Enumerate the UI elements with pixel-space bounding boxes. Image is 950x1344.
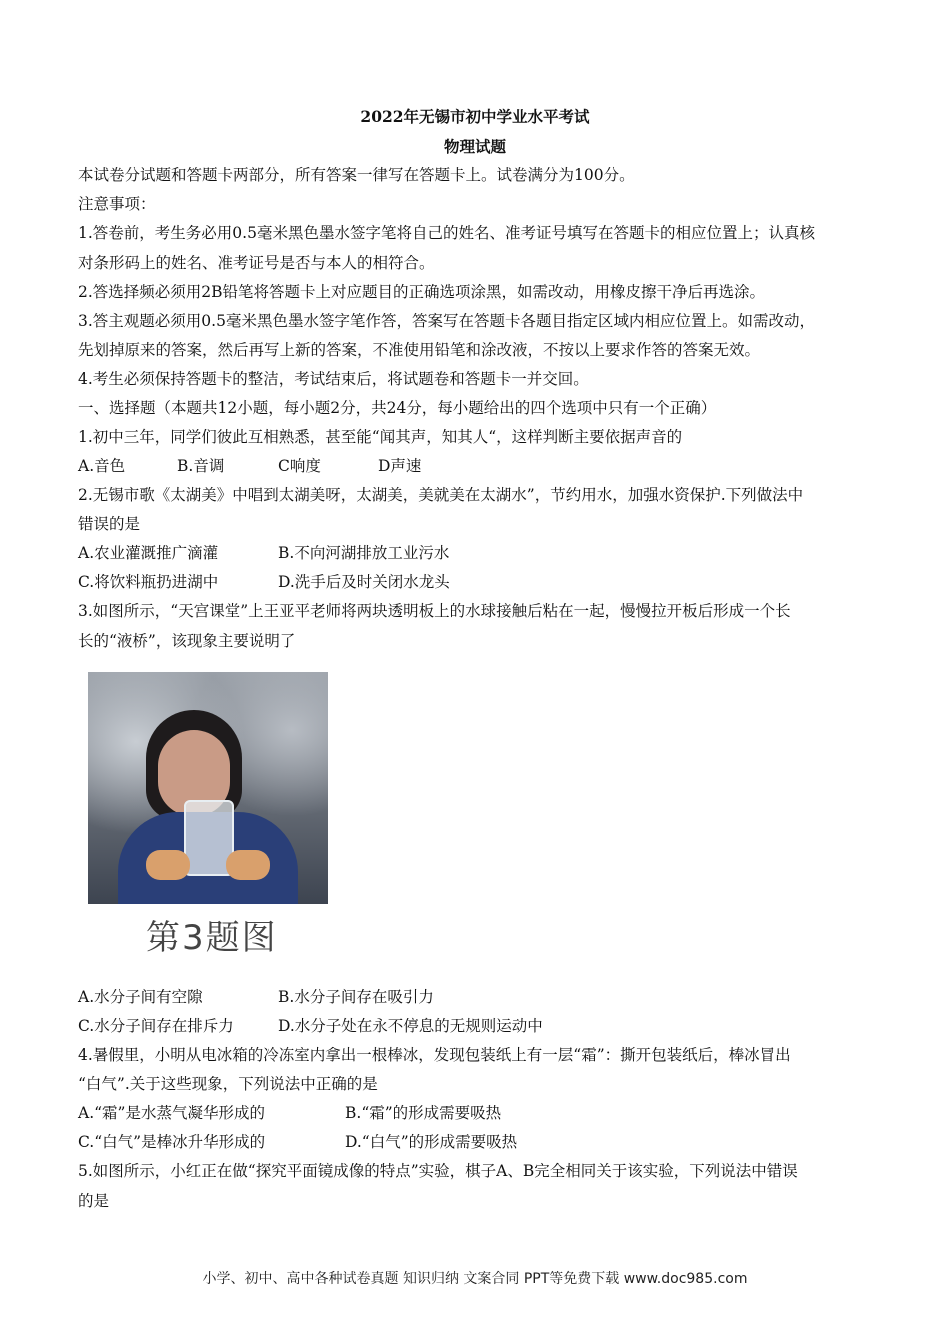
question-2-text: 2.无锡市歌《太湖美》中唱到太湖美呀，太湖美，美就美在太湖水”，节约用水，加强水资保护.下列做法中 — [78, 486, 804, 504]
q2-option-a: A.农业灌溉推广滴灌 — [78, 544, 219, 562]
question-3-text: 长的“液桥”，该现象主要说明了 — [78, 632, 296, 650]
q4-option-b: B.“霜”的形成需要吸热 — [345, 1104, 502, 1122]
exam-title: 2022年无锡市初中学业水平考试 — [360, 107, 590, 126]
q2-option-d: D.洗手后及时关闭水龙头 — [278, 573, 450, 591]
exam-subtitle: 物理试题 — [443, 137, 506, 156]
intro-text: 本试卷分试题和答题卡两部分，所有答案一律写在答题卡上。试卷满分为100分。 — [78, 166, 635, 184]
notice-line: 先划掉原来的答案，然后再写上新的答案，不准使用铅笔和涂改液，不按以上要求作答的答案无效。 — [78, 341, 761, 359]
question-5-text: 5.如图所示，小红正在做“探究平面镜成像的特点”实验，棋子A、B完全相同关于该实验，下列说法中错误 — [78, 1162, 798, 1180]
notice-line: 4.考生必须保持答题卡的整洁，考试结束后，将试题卷和答题卡一并交回。 — [78, 370, 589, 388]
q4-option-c: C.“白气”是棒冰升华形成的 — [78, 1133, 266, 1151]
section-heading: 一、选择题（本题共12小题，每小题2分，共24分，每小题给出的四个选项中只有一个正确） — [78, 399, 717, 417]
q2-option-c: C.将饮料瓶扔进湖中 — [78, 573, 219, 591]
notice-line: 2.答选择频必须用2B铅笔将答题卡上对应题目的正确选项涂黑，如需改动，用橡皮擦干净后再选涂。 — [78, 283, 766, 301]
notice-line: 3.答主观题必须用0.5毫米黑色墨水签字笔作答，答案写在答题卡各题目指定区域内相应位置上。如需改动， — [78, 312, 815, 330]
question-3-photo — [88, 672, 328, 904]
q4-option-a: A.“霜”是水蒸气凝华形成的 — [78, 1104, 265, 1122]
figure-caption: 第3题图 — [146, 918, 278, 958]
question-4-text: 4.暑假里，小明从电冰箱的冷冻室内拿出一根棒冰，发现包装纸上有一层“霜”：撕开包装纸后，棒冰冒出 — [78, 1046, 791, 1064]
q2-option-b: B.不向河湖排放工业污水 — [278, 544, 450, 562]
question-4-text: “白气”.关于这些现象，下列说法中正确的是 — [78, 1075, 378, 1093]
q1-option-b: B.音调 — [177, 457, 225, 475]
notice-heading: 注意事项： — [78, 195, 156, 213]
question-5-text: 的是 — [78, 1192, 110, 1210]
q1-option-a: A.音色 — [78, 457, 126, 475]
question-3-text: 3.如图所示，“天宫课堂”上王亚平老师将两块透明板上的水球接触后粘在一起，慢慢拉开板后形成一个长 — [78, 602, 791, 620]
q1-option-d: D声速 — [378, 457, 422, 475]
q4-option-d: D.“白气”的形成需要吸热 — [345, 1133, 518, 1151]
page-footer: 小学、初中、高中各种试卷真题 知识归纳 文案合同 PPT等免费下载 www.doc985.com — [202, 1271, 748, 1287]
q3-option-a: A.水分子间有空隙 — [78, 988, 203, 1006]
q3-option-b: B.水分子间存在吸引力 — [278, 988, 434, 1006]
notice-line: 1.答卷前，考生务必用0.5毫米黑色墨水签字笔将自己的姓名、准考证号填写在答题卡的相应位置上；认真核 — [78, 224, 815, 242]
q3-option-d: D.水分子处在永不停息的无规则运动中 — [278, 1017, 543, 1035]
question-2-text: 错误的是 — [78, 515, 141, 533]
q3-option-c: C.水分子间存在排斥力 — [78, 1017, 234, 1035]
question-1-text: 1.初中三年，同学们彼此互相熟悉，甚至能“闻其声，知其人“，这样判断主要依据声音的 — [78, 428, 683, 446]
q1-option-c: C响度 — [278, 457, 321, 475]
notice-line: 对条形码上的姓名、准考证号是否与本人的相符合。 — [78, 254, 435, 272]
